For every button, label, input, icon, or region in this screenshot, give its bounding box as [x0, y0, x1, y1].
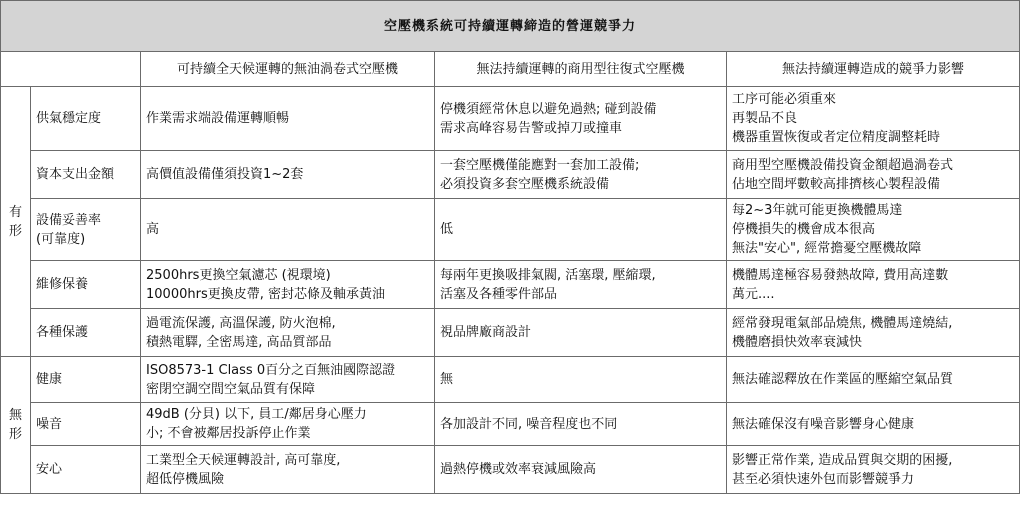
row-commercial-cell-text: 一套空壓機僅能應對一套加工設備;	[440, 157, 640, 173]
row-category	[31, 261, 141, 309]
header-oilfree: 可持續全天候運轉的無油渦卷式空壓機	[141, 52, 435, 87]
row-impact-cell-text: 商用型空壓機設備投資金額超過渦卷式	[732, 157, 954, 173]
header-row	[1, 52, 1020, 87]
row-impact-cell-text: 每2~3年就可能更換機體馬達	[732, 203, 903, 218]
row-category-text: 安心	[36, 462, 63, 477]
row-commercial-cell-text: 無	[440, 372, 454, 387]
table-row	[1, 151, 1020, 199]
group-tangible	[1, 87, 31, 357]
table-row	[1, 261, 1020, 309]
row-oilfree-cell	[141, 87, 435, 151]
row-commercial-cell	[435, 403, 727, 446]
row-oilfree-cell-text: 工業型全天候運轉設計, 高可靠度,	[146, 452, 341, 468]
row-category-text: 資本支出金額	[36, 167, 115, 182]
row-impact-cell-text: 再製品不良	[732, 111, 798, 126]
row-impact-cell	[727, 446, 1020, 494]
row-category-text: 噪音	[36, 416, 63, 432]
row-commercial-cell	[435, 446, 727, 494]
header-commercial: 無法持續運轉的商用型往復式空壓機	[435, 52, 727, 87]
table-row	[1, 357, 1020, 403]
row-category-text: 供氣穩定度	[36, 111, 102, 126]
row-impact-cell	[727, 87, 1020, 151]
row-impact-cell	[727, 261, 1020, 309]
group-tangible-char: 有	[8, 204, 22, 220]
row-impact-cell-text: 佔地空間坪數較高排擠核心製程設備	[732, 176, 941, 192]
row-oilfree-cell-text: 積熱電驛, 全密馬達, 高品質部品	[146, 334, 332, 350]
row-category-text: 健康	[36, 372, 63, 387]
row-impact-cell-text: 機體馬達極容易發熱故障, 費用高達數	[732, 267, 949, 283]
row-commercial-cell-text: 停機須經常休息以避免過熱; 碰到設備	[440, 101, 657, 117]
row-impact-cell-text: 甚至必須快速外包而影響競爭力	[732, 471, 915, 487]
row-oilfree-cell	[141, 199, 435, 261]
row-commercial-cell-text: 視品牌廠商設計	[440, 325, 532, 340]
row-commercial-cell-text: 低	[440, 222, 454, 237]
table-row	[1, 87, 1020, 151]
row-oilfree-cell-text: 10000hrs更換皮帶, 密封芯條及軸承黃油	[146, 286, 385, 302]
group-intangible-char: 無	[8, 408, 22, 423]
group-intangible-char: 形	[8, 427, 22, 442]
row-commercial-cell-text: 各加設計不同, 噪音程度也不同	[440, 416, 618, 432]
row-impact-cell	[727, 309, 1020, 357]
row-commercial-cell	[435, 309, 727, 357]
row-commercial-cell-text: 需求高峰容易告警或掉刀或撞車	[440, 120, 623, 136]
row-commercial-cell-text: 活塞及各種零件部品	[440, 286, 558, 302]
row-commercial-cell-text: 每兩年更換吸排氣閥, 活塞環, 壓縮環,	[440, 267, 656, 283]
row-category	[31, 87, 141, 151]
table-title: 空壓機系統可持續運轉締造的營運競爭力	[1, 1, 1020, 52]
row-commercial-cell	[435, 87, 727, 151]
title-row	[1, 1, 1020, 52]
row-oilfree-cell-text: 密閉空調空間空氣品質有保障	[146, 381, 316, 397]
row-oilfree-cell-text: 高	[146, 222, 160, 237]
group-intangible	[1, 357, 31, 494]
row-oilfree-cell	[141, 446, 435, 494]
header-corner	[1, 52, 141, 87]
row-impact-cell	[727, 151, 1020, 199]
table-row	[1, 199, 1020, 261]
row-category-text: 各種保護	[36, 325, 89, 340]
row-category	[31, 309, 141, 357]
row-impact-cell-text: 萬元....	[732, 286, 775, 302]
row-category	[31, 199, 141, 261]
row-impact-cell-text: 影響正常作業, 造成品質與交期的困擾,	[732, 452, 953, 468]
row-oilfree-cell	[141, 261, 435, 309]
row-oilfree-cell-text: 高價值設備僅須投資1~2套	[146, 167, 304, 182]
row-commercial-cell	[435, 261, 727, 309]
row-category	[31, 151, 141, 199]
row-oilfree-cell-text: 作業需求端設備運轉順暢	[146, 111, 290, 126]
row-commercial-cell	[435, 199, 727, 261]
table-body	[1, 87, 1020, 494]
row-impact-cell	[727, 403, 1020, 446]
row-impact-cell-text: 機器重置恢復或者定位精度調整耗時	[732, 130, 941, 145]
row-category	[31, 446, 141, 494]
row-commercial-cell-text: 過熱停機或效率衰減風險高	[440, 462, 597, 477]
row-commercial-cell-text: 必須投資多套空壓機系統設備	[440, 176, 610, 192]
table-row	[1, 403, 1020, 446]
row-impact-cell-text: 無法確認釋放在作業區的壓縮空氣品質	[732, 372, 954, 387]
table-row	[1, 309, 1020, 357]
row-category	[31, 357, 141, 403]
row-oilfree-cell-text: 2500hrs更換空氣濾芯 (視環境)	[146, 267, 331, 283]
row-category-text: (可靠度)	[36, 231, 86, 247]
row-impact-cell-text: 經常發現電氣部品燒焦, 機體馬達燒結,	[732, 315, 953, 331]
header-impact: 無法持續運轉造成的競爭力影響	[727, 52, 1020, 87]
row-oilfree-cell-text: 49dB (分貝) 以下, 員工/鄰居身心壓力	[146, 407, 367, 422]
row-impact-cell-text: 停機損失的機會成本很高	[732, 222, 876, 237]
row-commercial-cell	[435, 151, 727, 199]
row-oilfree-cell-text: 超低停機風險	[146, 471, 225, 487]
row-commercial-cell	[435, 357, 727, 403]
row-oilfree-cell	[141, 357, 435, 403]
row-impact-cell-text: 機體磨損快效率衰減快	[732, 334, 863, 350]
row-category-text: 設備妥善率	[36, 212, 102, 228]
row-impact-cell	[727, 357, 1020, 403]
row-impact-cell-text: 無法確保沒有噪音影響身心健康	[732, 416, 915, 432]
row-impact-cell-text: 無法"安心", 經常擔憂空壓機故障	[732, 241, 922, 256]
row-oilfree-cell	[141, 309, 435, 357]
row-category	[31, 403, 141, 446]
row-oilfree-cell	[141, 151, 435, 199]
row-oilfree-cell	[141, 403, 435, 446]
row-oilfree-cell-text: 過電流保護, 高溫保護, 防火泡棉,	[146, 315, 336, 331]
row-oilfree-cell-text: 小; 不會被鄰居投訴停止作業	[146, 426, 311, 441]
row-oilfree-cell-text: ISO8573-1 Class 0百分之百無油國際認證	[146, 362, 396, 378]
row-impact-cell	[727, 199, 1020, 261]
row-impact-cell-text: 工序可能必須重來	[732, 92, 837, 107]
group-tangible-char: 形	[8, 223, 22, 239]
row-category-text: 維修保養	[36, 277, 89, 292]
table-row	[1, 446, 1020, 494]
